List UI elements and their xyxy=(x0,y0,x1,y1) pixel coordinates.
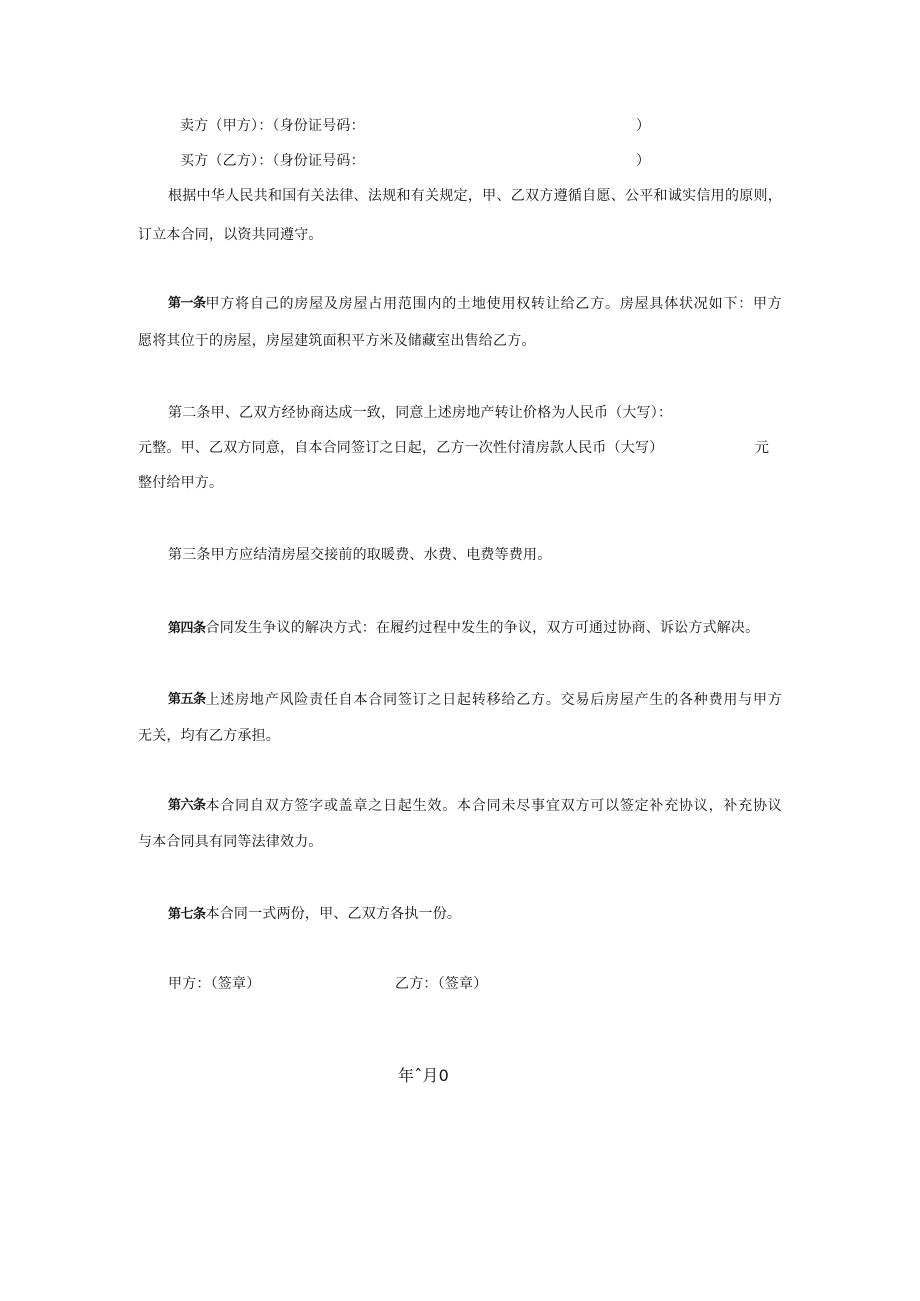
party-a-signature: 甲方：（签章） xyxy=(168,976,261,992)
seller-id-close: ） xyxy=(636,118,651,134)
article-6-heading: 第六条 xyxy=(168,798,206,813)
buyer-id-label: 买方（乙方）：（身份证号码： xyxy=(180,153,365,169)
article-6-line-1 xyxy=(168,796,782,816)
article-1-line-1 xyxy=(168,294,782,314)
article-6-text-1: 本合同自双方签字或盖章之日起生效。本合同未尽事宜双方可以签定补充协议，补充协议 xyxy=(205,798,782,814)
article-1-line-2: 愿将其位于的房屋，房屋建筑面积平方米及储藏室出售给乙方。 xyxy=(138,333,536,349)
article-2-line-2: 元整。甲、乙双方同意，自本合同签订之日起，乙方一次性付清房款人民币（大写） xyxy=(138,440,664,456)
article-7-line-1 xyxy=(168,904,461,925)
article-4-heading: 第四条 xyxy=(168,621,206,636)
party-b-signature: 乙方：（签章） xyxy=(395,976,488,992)
buyer-id-close: ） xyxy=(636,153,651,169)
article-4-text-1: 合同发生争议的解决方式：在履约过程中发生的争议，双方可通过协商、诉讼方式解决。 xyxy=(205,620,760,636)
article-6-line-2: 与本合同具有同等法律效力。 xyxy=(138,834,323,850)
preamble-line-2: 订立本合同，以资共同遵守。 xyxy=(138,227,323,243)
seller-id-label: 卖方（甲方）：（身份证号码： xyxy=(180,118,365,134)
contract-date: 年ˆ月0 xyxy=(398,1066,449,1085)
article-5-text-1: 上述房地产风险责任自本合同签订之日起转移给乙方。交易后房屋产生的各种费用与甲方 xyxy=(205,692,782,708)
article-7-text-1: 本合同一式两份，甲、乙双方各执一份。 xyxy=(205,906,462,922)
article-2-line-3: 整付给甲方。 xyxy=(138,475,224,491)
article-3-line-1: 第三条甲方应结清房屋交接前的取暖费、水费、电费等费用。 xyxy=(168,547,552,563)
article-2-line-1: 第二条甲、乙双方经协商达成一致，同意上述房地产转让价格为人民币（大写）： xyxy=(168,405,673,421)
preamble-line-1: 根据中华人民共和国有关法律、法规和有关规定，甲、乙双方遵循自愿、公平和诚实信用的原则， xyxy=(168,188,782,204)
article-5-line-2: 无关，均有乙方承担。 xyxy=(138,728,280,744)
article-7-heading: 第七条 xyxy=(168,907,206,922)
article-2-line-2-tail: 元 xyxy=(755,440,770,456)
article-4-line-1 xyxy=(168,618,759,639)
article-1-text-1: 甲方将自己的房屋及房屋占用范围内的土地使用权转让给乙方。房屋具体状况如下：甲方 xyxy=(205,296,782,312)
article-1-heading: 第一条 xyxy=(168,296,206,311)
article-5-line-1 xyxy=(168,690,782,710)
article-5-heading: 第五条 xyxy=(168,692,206,707)
